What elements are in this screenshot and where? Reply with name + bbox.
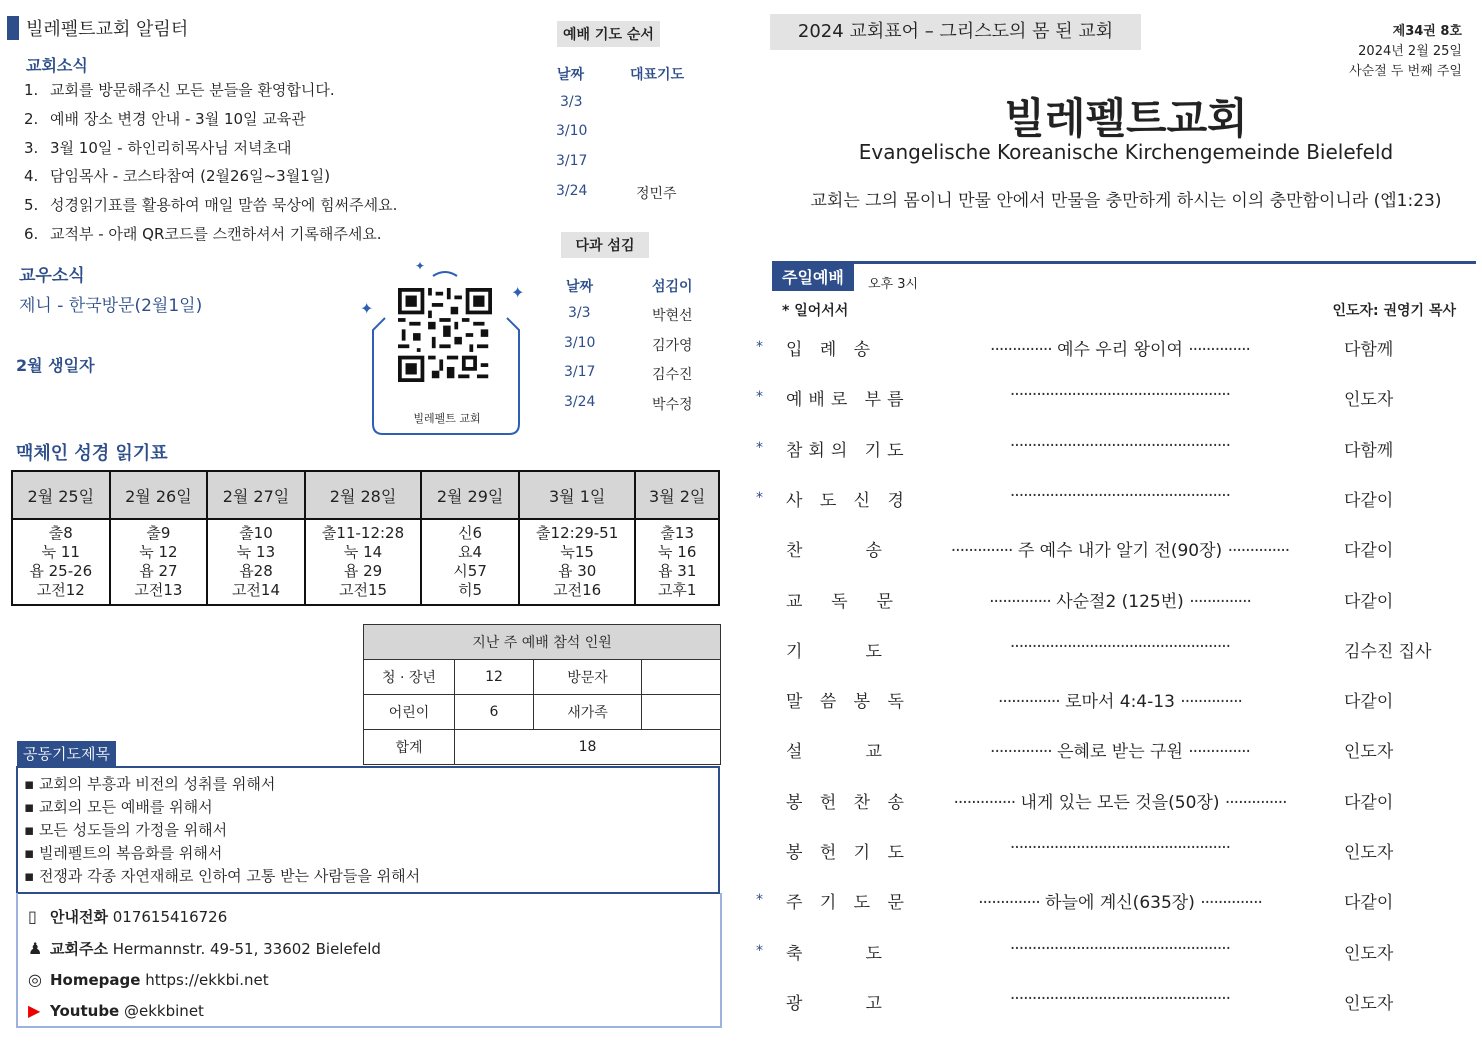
reading-cell: 출13 눅 16 욥 31 고후1 — [635, 519, 719, 605]
order-item-person: 인도자 — [1344, 390, 1394, 411]
order-item-person: 다같이 — [1344, 541, 1394, 562]
order-item-person: 인도자 — [1344, 742, 1394, 763]
prayer-order-tag: 예배 기도 순서 — [557, 21, 660, 47]
stand-marker: * — [756, 439, 763, 456]
table-header-row — [12, 471, 719, 519]
list-item: 6. 교적부 - 아래 QR코드를 스캔하셔서 기록해주세요. — [24, 224, 382, 243]
order-item-name: 봉 헌 기 도 — [786, 843, 910, 863]
order-item-name: 축 도 — [786, 943, 888, 964]
total-label: 합계 — [364, 730, 455, 765]
reading-day: 3월 1일 — [519, 471, 636, 519]
prayer-list — [16, 766, 720, 894]
order-item-name: 광 고 — [786, 993, 888, 1014]
order-item-person: 다같이 — [1344, 490, 1394, 511]
stand-marker: * — [756, 942, 763, 959]
list-item: 4. 담임목사 - 코스타참여 (2월26일~3월1일) — [24, 167, 331, 186]
member-news-text: 제니 - 한국방문(2월1일) — [19, 296, 203, 316]
table-row-date: 3/24 — [564, 394, 596, 410]
contact-address: ♟ 교회주소 Hermannstr. 49-51, 33602 Bielefeld — [28, 939, 381, 958]
table-row-person: 김가영 — [652, 338, 693, 354]
order-item-person: 인도자 — [1344, 943, 1394, 964]
table-row — [364, 730, 721, 765]
reading-cell: 출12:29-51 눅15 욥 30 고전16 — [519, 519, 636, 605]
stand-marker: * — [756, 339, 763, 355]
table-row-person: 정민주 — [636, 186, 677, 202]
reading-day: 2월 29일 — [421, 471, 519, 519]
col-date: 날짜 — [557, 67, 585, 83]
reading-day: 2월 27일 — [207, 471, 305, 519]
order-item-content: ·················································· — [1009, 385, 1231, 406]
church-name-de: Evangelische Koreanische Kirchengemeinde Bielefeld — [858, 140, 1394, 164]
order-item-content: ·············· 은혜로 받는 구원 ·············· — [990, 742, 1250, 763]
adult-label: 청 · 장년 — [364, 660, 455, 695]
reading-cell: 출9 눅 12 욥 27 고전13 — [110, 519, 208, 605]
worship-order-row — [756, 737, 1456, 767]
contact-phone: ▯ 안내전화 017615416726 — [28, 907, 228, 926]
visitor-count — [642, 660, 721, 695]
list-item: 3. 3월 10일 - 하인리히목사님 저녁초대 — [24, 138, 292, 157]
order-item-person: 다함께 — [1344, 340, 1394, 360]
worship-divider — [772, 261, 1476, 264]
order-item-content: ·············· 예수 우리 왕이여 ·············· — [990, 340, 1250, 360]
list-item: ▪ 교회의 부흥과 비전의 성취를 위해서 — [24, 775, 276, 793]
total-count: 18 — [455, 730, 721, 765]
theme-banner: 2024 교회표어 – 그리스도의 몸 된 교회 — [770, 14, 1141, 50]
table-row-person: 김수진 — [652, 367, 693, 383]
church-news-list — [24, 76, 397, 249]
list-item: ▪ 모든 성도들의 가정을 위해서 — [24, 821, 228, 839]
stand-marker: * — [756, 489, 763, 506]
order-item-content: ·············· 주 예수 내가 알기 전(90장) ·············· — [950, 541, 1290, 562]
child-count: 6 — [455, 695, 534, 730]
order-item-name: 찬 송 — [786, 541, 888, 562]
order-item-name: 참회의 기도 — [786, 440, 910, 461]
order-item-content: ·············· 사순절2 (125번) ·············· — [989, 591, 1251, 612]
globe-icon: ◎ — [28, 970, 42, 989]
newfamily-label: 새가족 — [534, 695, 642, 730]
youtube-icon: ▶ — [28, 1001, 41, 1020]
order-item-content: ·················································· — [1009, 988, 1231, 1009]
svg-text:✦: ✦ — [360, 299, 374, 318]
reading-cell: 출8 눅 11 욥 25-26 고전12 — [12, 519, 110, 605]
worship-order-row — [756, 637, 1456, 667]
reading-day: 2월 26일 — [110, 471, 208, 519]
table-row-person: 박현선 — [652, 308, 693, 324]
order-item-name: 봉 헌 찬 송 — [786, 792, 910, 813]
map-pin-icon: ♟ — [28, 939, 43, 958]
order-item-content: ·················································· — [1009, 838, 1231, 858]
worship-tag: 주일예배 — [772, 262, 854, 291]
order-item-person: 인도자 — [1344, 843, 1394, 863]
phone-icon: ▯ — [28, 907, 37, 926]
reading-cell: 신6 요4 시57 히5 — [421, 519, 519, 605]
order-item-name: 입 례 송 — [786, 340, 877, 360]
worship-order-row — [756, 486, 1456, 516]
list-item: ▪ 전쟁과 각종 자연재해로 인하여 고통 받는 사람들을 위해서 — [24, 867, 421, 885]
table-row-date: 3/17 — [564, 364, 596, 380]
list-item: 1. 교회를 방문해주신 모든 분들을 환영합니다. — [24, 81, 335, 99]
contact-homepage: ◎ Homepage https://ekkbi.net — [28, 970, 269, 989]
issue-week: 사순절 두 번째 주일 — [1349, 64, 1462, 79]
worship-order-row — [756, 335, 1456, 365]
church-name: 빌레펠트교회 — [1004, 94, 1248, 143]
order-item-name: 기 도 — [786, 641, 888, 662]
worship-order-row — [756, 436, 1456, 466]
adult-count: 12 — [455, 660, 534, 695]
qr-label: 빌레펠트 교회 — [413, 412, 481, 425]
worship-time: 오후 3시 — [868, 277, 919, 292]
order-item-person: 김수진 집사 — [1344, 641, 1432, 662]
col-person: 섬김이 — [652, 279, 693, 295]
table-row-date: 3/24 — [556, 183, 588, 199]
table-row-date: 3/17 — [556, 153, 588, 169]
order-item-person: 다같이 — [1344, 692, 1394, 713]
left-header-title: 빌레펠트교회 알림터 — [26, 19, 189, 40]
birthday-title: 2월 생일자 — [16, 356, 95, 375]
table-row-date: 3/10 — [564, 335, 596, 351]
attendance-title: 지난 주 예배 참석 인원 — [364, 625, 721, 660]
list-item: ▪ 교회의 모든 예배를 위해서 — [24, 798, 213, 816]
worship-order-row — [756, 838, 1456, 868]
worship-order-row — [756, 888, 1456, 918]
table-row — [364, 695, 721, 730]
svg-text:✦: ✦ — [415, 259, 426, 273]
table-row-date: 3/3 — [568, 305, 591, 321]
order-item-content: ·················································· — [1009, 485, 1231, 506]
order-item-content: ·················································· — [1009, 636, 1231, 657]
stand-marker: * — [756, 892, 763, 909]
list-item: 2. 예배 장소 변경 안내 - 3월 10일 교육관 — [24, 109, 306, 128]
prayer-tag: 공동기도제목 — [17, 741, 116, 766]
contact-box — [16, 893, 722, 1028]
header-accent-bar — [7, 16, 19, 40]
qr-code-icon — [398, 288, 492, 382]
table-row-date: 3/10 — [556, 123, 588, 139]
church-news-title: 교회소식 — [26, 56, 88, 75]
worship-order-row — [756, 385, 1456, 415]
order-item-person: 인도자 — [1344, 993, 1394, 1014]
worship-order-row — [756, 788, 1456, 818]
order-item-name: 설 교 — [786, 742, 888, 763]
member-news-title: 교우소식 — [19, 266, 85, 286]
table-row — [12, 519, 719, 605]
order-item-person: 다같이 — [1344, 893, 1394, 914]
contact-youtube: ▶ Youtube @ekkbinet — [28, 1001, 204, 1020]
worship-order-row — [756, 536, 1456, 566]
phone-number[interactable]: 017615416726 — [112, 908, 228, 926]
reading-day: 2월 25일 — [12, 471, 110, 519]
order-item-content: ·············· 로마서 4:4-13 ·············· — [998, 692, 1242, 713]
reading-cell: 출10 눅 13 욥28 고전14 — [207, 519, 305, 605]
order-item-name: 교 독 문 — [786, 591, 899, 612]
table-row-date: 3/3 — [560, 94, 583, 110]
child-label: 어린이 — [364, 695, 455, 730]
svg-text:✦: ✦ — [511, 283, 525, 302]
order-item-content: ·················································· — [1009, 435, 1231, 456]
order-item-content: ·················································· — [1009, 938, 1231, 959]
order-item-name: 예배로 부름 — [786, 390, 910, 411]
issue-number: 제34권 8호 — [1392, 24, 1462, 39]
order-item-person: 다같이 — [1344, 792, 1394, 813]
newfamily-count — [642, 695, 721, 730]
order-item-person: 다함께 — [1344, 440, 1394, 461]
attendance-table — [363, 624, 721, 765]
order-item-content: ·············· 내게 있는 모든 것을(50장) ·············· — [953, 792, 1287, 813]
reading-table — [11, 470, 720, 606]
order-item-person: 다같이 — [1344, 591, 1394, 612]
worship-order-row — [756, 687, 1456, 717]
issue-date: 2024년 2월 25일 — [1358, 44, 1462, 59]
list-item: ▪ 빌레펠트의 복음화를 위해서 — [24, 844, 223, 862]
reading-day: 2월 28일 — [305, 471, 422, 519]
worship-order-row — [756, 939, 1456, 969]
homepage-link[interactable]: https://ekkbi.net — [145, 971, 269, 989]
table-row-person: 박수정 — [652, 397, 693, 413]
worship-order-row — [756, 989, 1456, 1019]
order-item-name: 주 기 도 문 — [786, 893, 910, 914]
list-item: 5. 성경읽기표를 활용하여 매일 말씀 묵상에 힘써주세요. — [24, 196, 398, 215]
order-item-name: 사 도 신 경 — [786, 490, 910, 511]
worship-order-row — [756, 587, 1456, 617]
reading-day: 3월 2일 — [635, 471, 719, 519]
order-item-content: ·············· 하늘에 계신(635장) ·············· — [978, 893, 1262, 914]
stand-note: * 일어서서 — [782, 303, 849, 319]
tea-service-tag: 다과 섬김 — [561, 232, 649, 258]
stand-marker: * — [756, 389, 763, 406]
visitor-label: 방문자 — [534, 660, 642, 695]
youtube-link[interactable]: @ekkbinet — [124, 1002, 204, 1020]
order-item-name: 말 씀 봉 독 — [786, 692, 910, 713]
theme-verse: 교회는 그의 몸이니 만물 안에서 만물을 충만하게 하시는 이의 충만함이니라 (엡1:23) — [810, 191, 1442, 211]
reading-title: 맥체인 성경 읽기표 — [16, 443, 168, 464]
col-person: 대표기도 — [630, 67, 685, 83]
col-date: 날짜 — [566, 279, 594, 295]
table-row — [364, 660, 721, 695]
worship-leader: 인도자: 권영기 목사 — [1332, 303, 1456, 319]
reading-cell: 출11-12:28 눅 14 욥 29 고전15 — [305, 519, 422, 605]
